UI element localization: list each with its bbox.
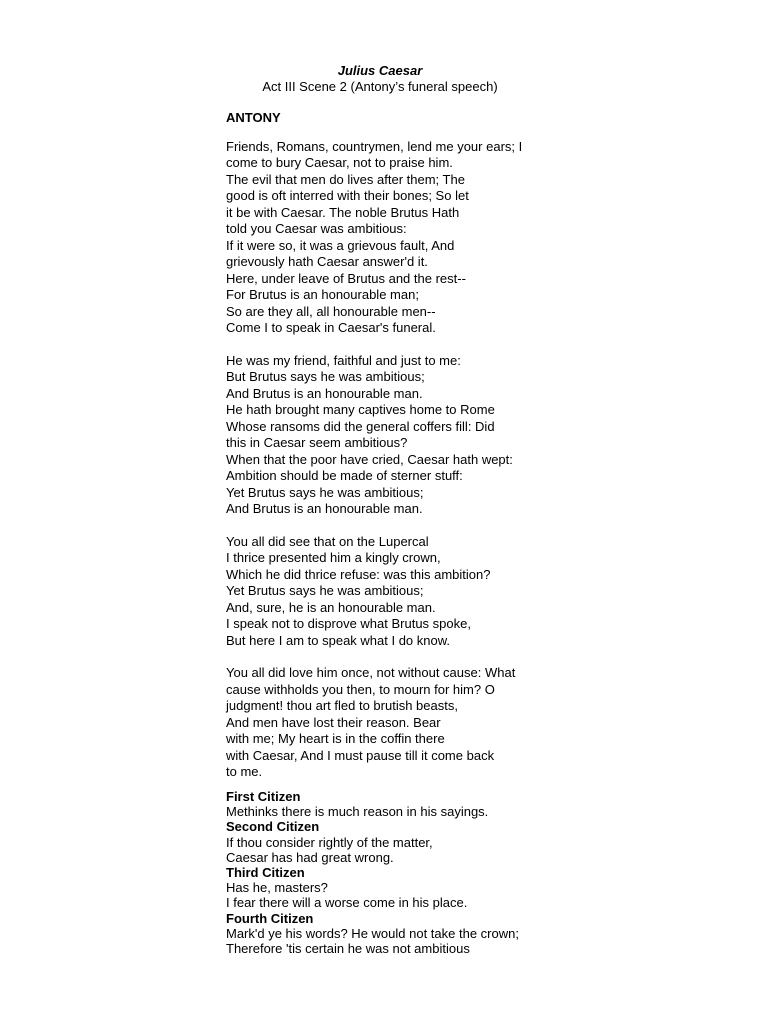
stanza-4 <box>226 665 546 780</box>
speech-line: When that the poor have cried, Caesar hath wept: <box>226 451 513 467</box>
speech-line: Here, under leave of Brutus and the rest-- <box>226 270 466 286</box>
speech-line: You all did love him once, not without cause: What <box>226 665 516 681</box>
speech-line: to me. <box>226 764 263 780</box>
scene-subtitle: Act III Scene 2 (Antony’s funeral speech) <box>262 79 498 94</box>
speech-line: grievously hath Caesar answer'd it. <box>226 254 428 270</box>
speech-line: He hath brought many captives home to Rome <box>226 402 495 418</box>
citizens-dialogue <box>226 789 546 956</box>
speech-line: Yet Brutus says he was ambitious; <box>226 484 424 500</box>
speech-line: But Brutus says he was ambitious; <box>226 369 425 385</box>
antony-speech <box>226 139 546 797</box>
speech-line: If it were so, it was a grievous fault, And <box>226 237 455 253</box>
play-title: Julius Caesar <box>337 63 423 78</box>
speech-line: with Caesar, And I must pause till it come back <box>226 747 495 763</box>
speech-line: Whose ransoms did the general coffers fill: Did <box>226 418 495 434</box>
speech-line: And men have lost their reason. Bear <box>226 714 441 730</box>
speech-line: come to bury Caesar, not to praise him. <box>226 155 453 171</box>
stanza-2 <box>226 353 546 518</box>
speech-line: The evil that men do lives after them; The <box>226 171 465 187</box>
speech-line: And, sure, he is an honourable man. <box>226 599 436 615</box>
speech-line: Which he did thrice refuse: was this ambition? <box>226 566 491 582</box>
citizen-line: If thou consider rightly of the matter, <box>226 834 433 850</box>
speech-line: And Brutus is an honourable man. <box>226 385 423 401</box>
speech-line: judgment! thou art fled to brutish beasts, <box>226 698 458 714</box>
speaker-second-citizen: Second Citizen <box>226 819 320 835</box>
speech-line: good is oft interred with their bones; So let <box>226 188 469 204</box>
citizen-line: I fear there will a worse come in his place. <box>226 895 468 911</box>
speech-line: Ambition should be made of sterner stuff: <box>226 468 463 484</box>
speech-line: I thrice presented him a kingly crown, <box>226 550 441 566</box>
stanza-3 <box>226 534 546 649</box>
speaker-antony: ANTONY <box>226 110 281 125</box>
speech-line: I speak not to disprove what Brutus spoke, <box>226 616 471 632</box>
speech-line: He was my friend, faithful and just to me: <box>226 352 461 368</box>
speech-line: So are they all, all honourable men-- <box>226 303 436 319</box>
speech-line: cause withholds you then, to mourn for him? O <box>226 681 495 697</box>
speech-line: Friends, Romans, countrymen, lend me your ears; I <box>226 139 523 154</box>
speaker-third-citizen: Third Citizen <box>226 865 305 881</box>
speech-line: told you Caesar was ambitious: <box>226 221 407 237</box>
speech-line: Come I to speak in Caesar's funeral. <box>226 319 436 335</box>
citizen-line: Therefore 'tis certain he was not ambitious <box>226 941 470 957</box>
speaker-first-citizen: First Citizen <box>226 789 301 804</box>
citizen-line: Methinks there is much reason in his sayings. <box>226 804 489 820</box>
speech-line: And Brutus is an honourable man. <box>226 500 423 516</box>
citizen-line: Has he, masters? <box>226 880 328 896</box>
speech-line: But here I am to speak what I do know. <box>226 632 451 648</box>
speech-line: Yet Brutus says he was ambitious; <box>226 583 424 599</box>
speech-line: For Brutus is an honourable man; <box>226 287 419 303</box>
citizen-line: Caesar has had great wrong. <box>226 849 394 865</box>
speech-line: this in Caesar seem ambitious? <box>226 435 408 451</box>
speech-line: it be with Caesar. The noble Brutus Hath <box>226 204 460 220</box>
speaker-fourth-citizen: Fourth Citizen <box>226 910 314 926</box>
speech-line: with me; My heart is in the coffin there <box>226 731 445 747</box>
citizen-line: Mark'd ye his words? He would not take the crown; <box>226 925 519 941</box>
stanza-1 <box>226 139 546 336</box>
speech-line: You all did see that on the Lupercal <box>226 533 429 549</box>
